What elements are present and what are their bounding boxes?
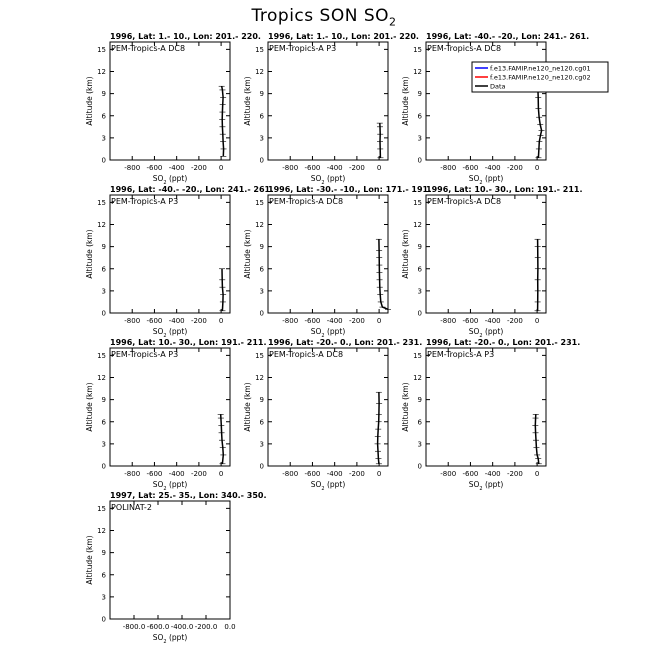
y-tick-label: 15 (413, 351, 422, 360)
panel-9 (401, 338, 580, 492)
x-axis-label: $SO_2$ (ppt) (468, 480, 504, 492)
panel-header: 1996, Lat: 1.- 10., Lon: 201.- 220. (268, 32, 419, 41)
figure-title-text: Tropics SON SO (251, 6, 389, 26)
y-tick-label: 3 (101, 134, 106, 143)
x-tick-label: -800.0 (122, 623, 146, 631)
x-tick-label: -800 (124, 164, 141, 172)
y-tick-label: 3 (259, 134, 264, 143)
y-tick-label: 0 (101, 156, 106, 165)
series-line-data (380, 123, 381, 158)
y-tick-label: 12 (97, 527, 106, 535)
series-line-data (535, 414, 539, 463)
plot-frame (110, 195, 230, 313)
x-tick-label: -600 (304, 164, 321, 172)
series-line-data (379, 239, 388, 309)
x-tick-label: -400 (484, 317, 501, 325)
campaign-label: PEM-Tropics-A P3 (269, 44, 337, 53)
x-tick-label: -800 (124, 470, 141, 478)
x-tick-label: -200 (348, 317, 365, 325)
y-tick-label: 12 (97, 221, 106, 229)
y-tick-label: 6 (101, 112, 106, 121)
y-tick-label: 12 (255, 374, 264, 382)
plot-frame (426, 195, 546, 313)
x-tick-label: -400 (168, 470, 185, 478)
panel-7 (85, 338, 267, 492)
x-tick-label: -200 (348, 470, 365, 478)
campaign-label: PEM-Tropics-A DC8 (427, 44, 502, 53)
y-tick-label: 9 (259, 90, 264, 99)
panel-3 (401, 32, 589, 186)
campaign-label: PEM-Tropics-A P3 (427, 350, 495, 359)
x-tick-label: 0 (376, 317, 382, 325)
y-tick-label: 15 (413, 198, 422, 207)
campaign-label: PEM-Tropics-A P3 (111, 350, 179, 359)
y-tick-label: 12 (97, 68, 106, 76)
y-tick-label: 6 (101, 571, 106, 580)
series-line-data (222, 86, 224, 156)
x-tick-label: -600 (146, 164, 163, 172)
x-tick-label: -400 (484, 164, 501, 172)
panel-header: 1996, Lat: -20.- 0., Lon: 201.- 231. (268, 338, 423, 347)
x-tick-label: -600 (146, 317, 163, 325)
legend-entry: Data (490, 82, 506, 91)
x-tick-label: -400 (168, 164, 185, 172)
y-tick-label: 3 (259, 440, 264, 449)
legend (472, 62, 608, 92)
x-tick-label: -600 (146, 470, 163, 478)
panel-10 (85, 491, 267, 645)
x-tick-label: -400 (484, 470, 501, 478)
x-axis-label: $SO_2$ (ppt) (152, 174, 188, 186)
y-axis-label: Altitude (km) (243, 76, 252, 126)
y-tick-label: 15 (413, 45, 422, 54)
panel-2 (243, 32, 419, 186)
x-tick-label: -400 (326, 470, 343, 478)
x-tick-label: -600 (304, 470, 321, 478)
y-tick-label: 9 (101, 90, 106, 99)
y-tick-label: 0 (259, 309, 264, 318)
x-tick-label: 0 (534, 164, 540, 172)
panel-6 (401, 185, 583, 339)
x-axis-label: $SO_2$ (ppt) (310, 327, 346, 339)
x-tick-label: 0 (218, 470, 224, 478)
y-tick-label: 15 (255, 351, 264, 360)
x-tick-label: 0.0 (224, 623, 236, 631)
y-tick-label: 12 (255, 221, 264, 229)
x-tick-label: 0 (534, 470, 540, 478)
y-tick-label: 3 (417, 134, 422, 143)
panel-header: 1996, Lat: 10.- 30., Lon: 191.- 211. (426, 185, 583, 194)
y-tick-label: 9 (259, 243, 264, 252)
y-axis-label: Altitude (km) (401, 229, 410, 279)
y-tick-label: 6 (417, 265, 422, 274)
legend-entry: f.e13.FAMIP.ne120_ne120.cg02 (490, 73, 591, 82)
figure-title-subscript: 2 (389, 15, 397, 29)
x-axis-label: $SO_2$ (ppt) (152, 327, 188, 339)
y-tick-label: 6 (259, 112, 264, 121)
y-tick-label: 15 (97, 45, 106, 54)
campaign-label: PEM-Tropics-A DC8 (269, 350, 344, 359)
x-tick-label: -200 (190, 470, 207, 478)
y-tick-label: 12 (413, 221, 422, 229)
y-tick-label: 12 (413, 68, 422, 76)
x-tick-label: -400 (168, 317, 185, 325)
x-tick-label: -200 (190, 317, 207, 325)
campaign-label: PEM-Tropics-A DC8 (269, 197, 344, 206)
x-tick-label: -200 (348, 164, 365, 172)
panel-header: 1996, Lat: 10.- 30., Lon: 191.- 211. (110, 338, 267, 347)
x-axis-label: $SO_2$ (ppt) (152, 633, 188, 645)
panel-header: 1996, Lat: 1.- 10., Lon: 201.- 220. (110, 32, 261, 41)
y-tick-label: 6 (259, 265, 264, 274)
series-line-data (222, 269, 223, 311)
y-axis-label: Altitude (km) (243, 229, 252, 279)
y-axis-label: Altitude (km) (85, 382, 94, 432)
x-tick-label: -800 (440, 164, 457, 172)
y-tick-label: 3 (259, 287, 264, 296)
x-tick-label: -600 (304, 317, 321, 325)
x-tick-label: -800 (282, 470, 299, 478)
plot-frame (110, 348, 230, 466)
y-tick-label: 0 (101, 615, 106, 624)
y-tick-label: 9 (417, 396, 422, 405)
x-tick-label: -600 (462, 470, 479, 478)
y-tick-label: 3 (417, 287, 422, 296)
y-tick-label: 0 (417, 309, 422, 318)
x-axis-label: $SO_2$ (ppt) (468, 327, 504, 339)
x-tick-label: -200 (190, 164, 207, 172)
y-tick-label: 9 (101, 396, 106, 405)
y-tick-label: 9 (417, 90, 422, 99)
y-tick-label: 0 (259, 156, 264, 165)
plot-frame (268, 42, 388, 160)
x-tick-label: -600.0 (146, 623, 170, 631)
x-tick-label: -800 (282, 317, 299, 325)
x-tick-label: -200.0 (194, 623, 218, 631)
y-axis-label: Altitude (km) (243, 382, 252, 432)
y-tick-label: 0 (417, 156, 422, 165)
plot-frame (426, 348, 546, 466)
x-tick-label: 0 (376, 470, 382, 478)
y-tick-label: 6 (101, 265, 106, 274)
y-tick-label: 12 (255, 68, 264, 76)
y-tick-label: 15 (255, 45, 264, 54)
y-tick-label: 12 (413, 374, 422, 382)
campaign-label: PEM-Tropics-A DC8 (427, 197, 502, 206)
x-axis-label: $SO_2$ (ppt) (310, 480, 346, 492)
y-tick-label: 3 (101, 287, 106, 296)
x-tick-label: 0 (218, 317, 224, 325)
y-tick-label: 15 (97, 198, 106, 207)
x-tick-label: 0 (218, 164, 224, 172)
y-tick-label: 15 (255, 198, 264, 207)
y-tick-label: 0 (417, 462, 422, 471)
x-tick-label: -600 (462, 164, 479, 172)
x-axis-label: $SO_2$ (ppt) (468, 174, 504, 186)
y-tick-label: 0 (259, 462, 264, 471)
x-tick-label: 0 (534, 317, 540, 325)
campaign-label: PEM-Tropics-A DC8 (111, 44, 186, 53)
x-axis-label: $SO_2$ (ppt) (310, 174, 346, 186)
x-tick-label: -800 (124, 317, 141, 325)
plot-frame (268, 195, 388, 313)
panel-header: 1996, Lat: -20.- 0., Lon: 201.- 231. (426, 338, 581, 347)
plot-frame (110, 42, 230, 160)
y-tick-label: 3 (101, 440, 106, 449)
y-tick-label: 3 (101, 593, 106, 602)
plot-frame (110, 501, 230, 619)
y-axis-label: Altitude (km) (401, 382, 410, 432)
y-tick-label: 9 (101, 549, 106, 558)
x-axis-label: $SO_2$ (ppt) (152, 480, 188, 492)
x-tick-label: -800 (282, 164, 299, 172)
y-axis-label: Altitude (km) (85, 76, 94, 126)
panel-1 (85, 32, 261, 186)
y-tick-label: 6 (101, 418, 106, 427)
y-axis-label: Altitude (km) (401, 76, 410, 126)
y-tick-label: 6 (417, 418, 422, 427)
panel-header: 1997, Lat: 25.- 35., Lon: 340.- 350. (110, 491, 267, 500)
x-tick-label: -200 (506, 164, 523, 172)
panel-header: 1996, Lat: -40.- -20., Lon: 241.- 261. (426, 32, 590, 41)
x-tick-label: -800 (440, 470, 457, 478)
panel-header: 1996, Lat: -40.- -20., Lon: 241.- 261. (110, 185, 274, 194)
campaign-label: PEM-Tropics-A P3 (111, 197, 179, 206)
y-tick-label: 3 (417, 440, 422, 449)
y-tick-label: 9 (259, 396, 264, 405)
plot-frame (426, 42, 546, 160)
y-tick-label: 0 (101, 462, 106, 471)
panel-header: 1996, Lat: -30.- -10., Lon: 171.- 191. (268, 185, 432, 194)
y-tick-label: 9 (417, 243, 422, 252)
x-tick-label: -200 (506, 317, 523, 325)
x-tick-label: -400.0 (170, 623, 194, 631)
x-tick-label: 0 (376, 164, 382, 172)
x-tick-label: -400 (326, 317, 343, 325)
y-tick-label: 15 (97, 504, 106, 513)
series-line-data (221, 414, 224, 463)
y-tick-label: 9 (101, 243, 106, 252)
y-axis-label: Altitude (km) (85, 535, 94, 585)
x-tick-label: -400 (326, 164, 343, 172)
x-tick-label: -800 (440, 317, 457, 325)
y-tick-label: 15 (97, 351, 106, 360)
y-tick-label: 0 (101, 309, 106, 318)
y-tick-label: 12 (97, 374, 106, 382)
y-tick-label: 6 (259, 418, 264, 427)
campaign-label: POLINAT-2 (111, 503, 152, 512)
x-tick-label: -200 (506, 470, 523, 478)
y-axis-label: Altitude (km) (85, 229, 94, 279)
legend-entry: f.e13.FAMIP.ne120_ne120.cg01 (490, 64, 591, 73)
y-tick-label: 6 (417, 112, 422, 121)
plot-frame (268, 348, 388, 466)
panel-8 (243, 338, 422, 492)
x-tick-label: -600 (462, 317, 479, 325)
